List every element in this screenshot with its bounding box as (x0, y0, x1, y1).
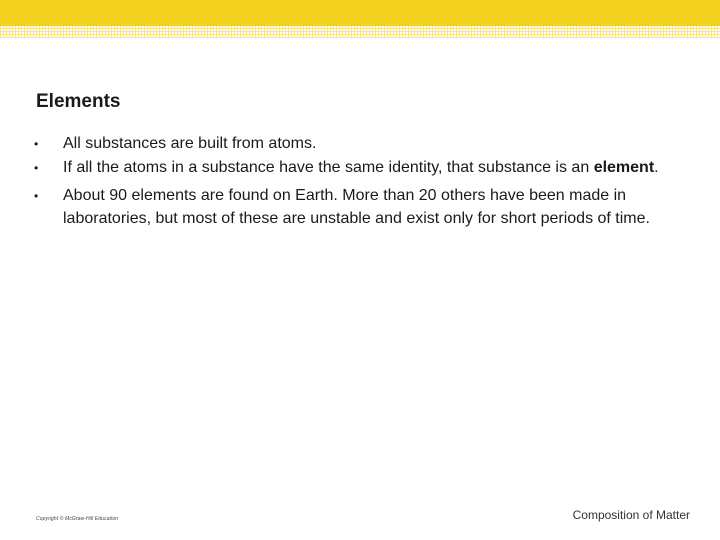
bullet-keyword: element (593, 158, 655, 176)
bullet-text: If all the atoms in a substance have the same identity, that substance is an (63, 158, 590, 176)
bullet-marker: • (34, 160, 39, 175)
footer-section-title: Composition of Matter (572, 508, 690, 522)
bullet-marker: • (34, 189, 39, 203)
slide-title: Elements (36, 91, 121, 112)
bullet-item (34, 133, 694, 156)
bullet-punctuation: . (654, 158, 659, 176)
bullet-marker: • (34, 137, 39, 151)
bullet-item (34, 157, 694, 180)
copyright-notice: Copyright © McGraw-Hill Education (36, 516, 119, 522)
header-dither (0, 26, 720, 38)
bullet-list (34, 133, 694, 233)
bullet-item (34, 185, 694, 230)
header-band (0, 0, 720, 26)
bullet-text: All substances are built from atoms. (63, 135, 317, 152)
bullet-text: About 90 elements are found on Earth. More than 20 others have been made in laboratories, but most of these are unstable and exist only for short periods of time. (63, 187, 650, 227)
